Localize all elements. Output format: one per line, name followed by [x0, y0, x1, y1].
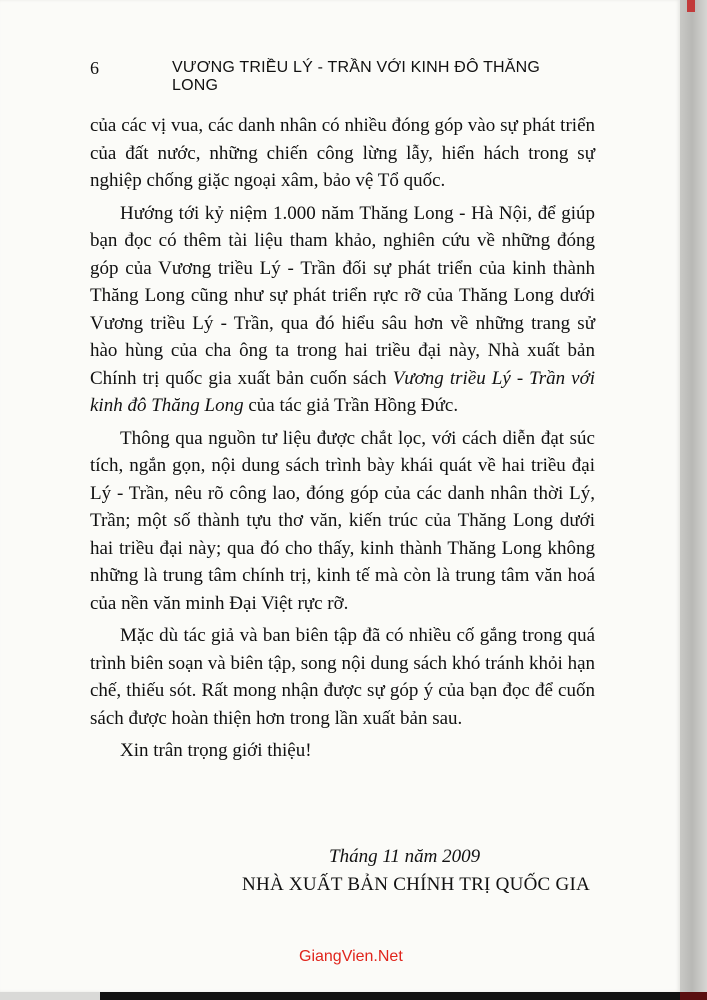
signature-date: Tháng 11 năm 2009 [329, 846, 481, 867]
body-text [90, 112, 595, 765]
paragraph-text-end: của tác giả Trần Hồng Đức. [243, 395, 459, 416]
page-header [90, 58, 574, 94]
cover-bottom-edge [680, 992, 707, 1000]
red-binding-mark [687, 0, 695, 12]
book-title-italic: Vương triều Lý - Trần với kinh đô Thăng Long [90, 367, 595, 416]
signature-block [242, 843, 622, 898]
running-title: VƯƠNG TRIỀU LÝ - TRẦN VỚI KINH ĐÔ THĂNG LONG [172, 59, 541, 94]
closing-line: Xin trân trọng giới thiệu! [120, 740, 312, 761]
paragraph-continuation: của các vị vua, các danh nhân có nhiều đóng góp vào sự phát triển của đất nước, những chiến công lừng lẫy, hiển hách trong sự nghiệp chống giặc ngoại xâm, bảo vệ Tổ quốc. [90, 115, 595, 191]
paragraph-content-summary: Thông qua nguồn tư liệu được chắt lọc, với cách diễn đạt súc tích, ngắn gọn, nội dung sách trình bày khái quát về hai triều đại Lý - Trần, nêu rõ công lao, đóng góp của các danh nhân thời Lý, Trần; một số thành tựu thơ văn, kiến trúc của Thăng Long dưới hai triều đại này; qua đó cho thấy, kinh thành Thăng Long không những là trung tâm chính trị, kinh tế mà còn là trung tâm văn hoá của nền văn minh Đại Việt rực rỡ. [90, 427, 595, 614]
watermark-link[interactable]: GiangVien.Net [299, 948, 403, 965]
page-number: 6 [90, 58, 99, 78]
paragraph-text: Hướng tới kỷ niệm 1.000 năm Thăng Long - Hà Nội, để giúp bạn đọc có thêm tài liệu tham khảo, nghiên cứu về những đóng góp của Vương triều Lý - Trần đối sự phát triển của kinh thành Thăng Long cũng như sự phát triển rực rỡ của Thăng Long dưới Vương triều Lý - Trần, qua đó hiểu sâu hơn về những trang sử hào hùng của cha ông ta trong hai triều đại này, Nhà xuất bản Chính trị quốc gia xuất bản cuốn sách [90, 202, 595, 389]
page-bottom-edge [100, 992, 680, 1000]
paragraph-introduction [90, 200, 595, 420]
book-binding-edge [680, 0, 707, 1000]
signature-publisher: NHÀ XUẤT BẢN CHÍNH TRỊ QUỐC GIA [242, 873, 590, 895]
paragraph-acknowledgement: Mặc dù tác giả và ban biên tập đã có nhiều cố gắng trong quá trình biên soạn và biên tập, song nội dung sách khó tránh khỏi hạn chế, thiếu sót. Rất mong nhận được sự góp ý của bạn đọc để cuốn sách được hoàn thiện hơn trong lần xuất bản sau. [90, 625, 595, 729]
